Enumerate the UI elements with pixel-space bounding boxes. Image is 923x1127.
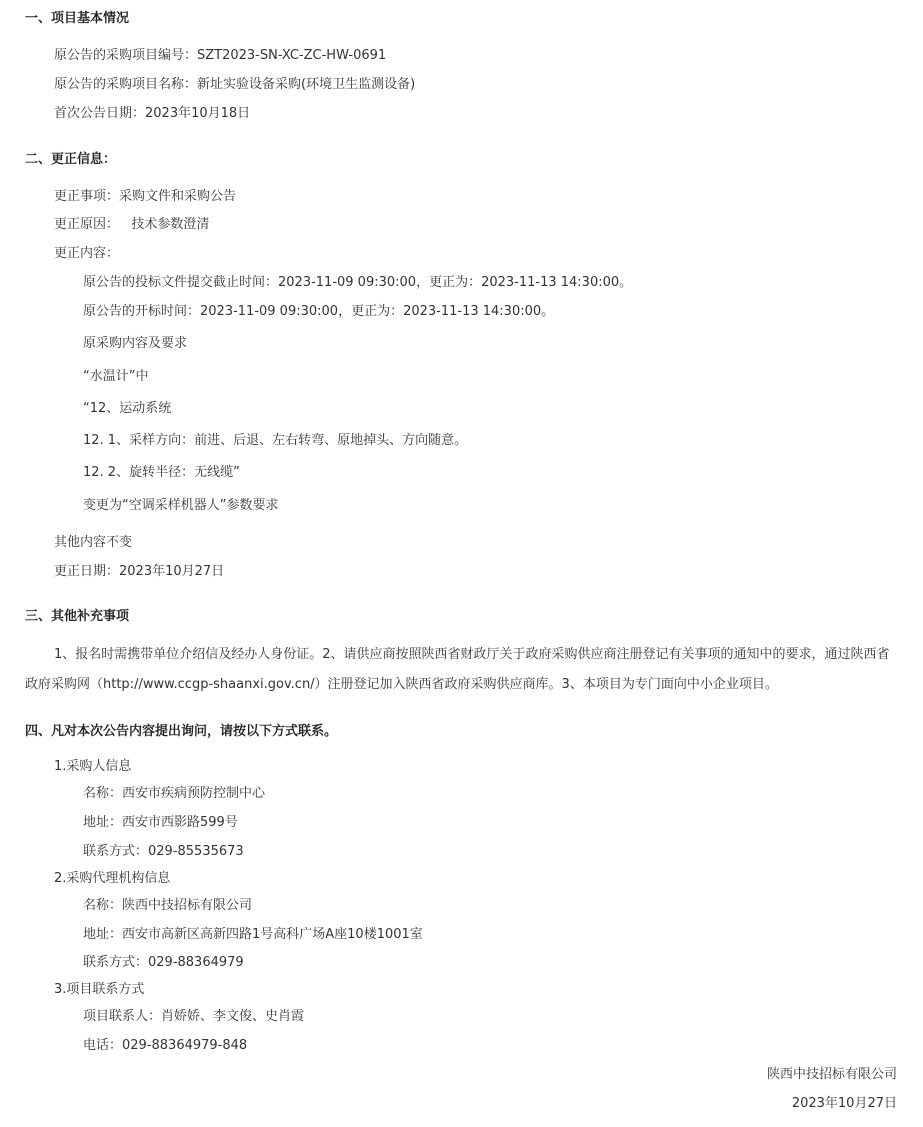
other-content-unchanged: 其他内容不变 xyxy=(54,535,133,550)
purchaser-name: 名称：西安市疾病预防控制中心 xyxy=(83,786,266,801)
agency-info-title: 2.采购代理机构信息 xyxy=(54,871,171,886)
purchaser-info-title: 1.采购人信息 xyxy=(54,759,132,774)
original-project-number: 原公告的采购项目编号：SZT2023-SN-XC-ZC-HW-0691 xyxy=(54,48,387,63)
bid-opening-change: 原公告的开标时间：2023-11-09 09:30:00，更正为：2023-11-13 14:30:00。 xyxy=(83,304,555,319)
bid-deadline-change: 原公告的投标文件提交截止时间：2023-11-09 09:30:00，更正为：2023-11-13 14:30:00。 xyxy=(83,275,633,290)
correction-item: 更正事项：采购文件和采购公告 xyxy=(54,189,237,204)
agency-address: 地址：西安市高新区高新四路1号高科广场A座10楼1001室 xyxy=(83,927,423,942)
agency-name: 名称：陕西中技招标有限公司 xyxy=(83,898,253,913)
motion-system-note: “12、运动系统 xyxy=(83,401,172,416)
original-requirements: 原采购内容及要求 xyxy=(83,336,188,351)
original-project-name: 原公告的采购项目名称：新址实验设备采购(环境卫生监测设备) xyxy=(54,77,416,92)
project-contact-phone: 电话：029-88364979-848 xyxy=(83,1038,248,1053)
changed-to-note: 变更为“空调采样机器人”参数要求 xyxy=(83,498,279,513)
purchaser-contact: 联系方式：029-85535673 xyxy=(83,844,244,859)
signature-company: 陕西中技招标有限公司 xyxy=(766,1067,897,1082)
project-contact-title: 3.项目联系方式 xyxy=(54,982,145,997)
supplementary-paragraph: 1、报名时需携带单位介绍信及经办人身份证。2、请供应商按照陕西省财政厅关于政府采购供应商注册登记有关事项的通知中的要求，通过陕西省政府采购网（http://www.ccgp-shaanxi.gov.cn/）注册登记加入陕西省政府采购供应商库。3、本项目为专门面向中小企业项目。 xyxy=(25,647,890,692)
project-contact-persons: 项目联系人：肖娇娇、李文俊、史肖霞 xyxy=(83,1009,305,1024)
agency-contact: 联系方式：029-88364979 xyxy=(83,955,244,970)
correction-content-label: 更正内容： xyxy=(54,246,120,261)
turning-radius-note: 12. 2、旋转半径：无线缆” xyxy=(83,465,240,480)
signature-date: 2023年10月27日 xyxy=(791,1096,897,1111)
section-heading-contact: 四、凡对本次公告内容提出询问，请按以下方式联系。 xyxy=(25,724,338,739)
section-heading-correction-info: 二、更正信息： xyxy=(25,152,117,167)
section-heading-supplementary: 三、其他补充事项 xyxy=(25,609,130,624)
correction-reason: 更正原因： 技术参数澄清 xyxy=(54,217,210,232)
sampling-direction-note: 12. 1、采样方向：前进、后退、左右转弯、原地掉头、方向随意。 xyxy=(83,433,468,448)
thermometer-note: “水温计”中 xyxy=(83,369,149,384)
correction-date: 更正日期：2023年10月27日 xyxy=(54,564,225,579)
section-heading-basic-info: 一、项目基本情况 xyxy=(25,11,130,26)
first-announcement-date: 首次公告日期：2023年10月18日 xyxy=(54,106,251,121)
purchaser-address: 地址：西安市西影路599号 xyxy=(83,815,238,830)
